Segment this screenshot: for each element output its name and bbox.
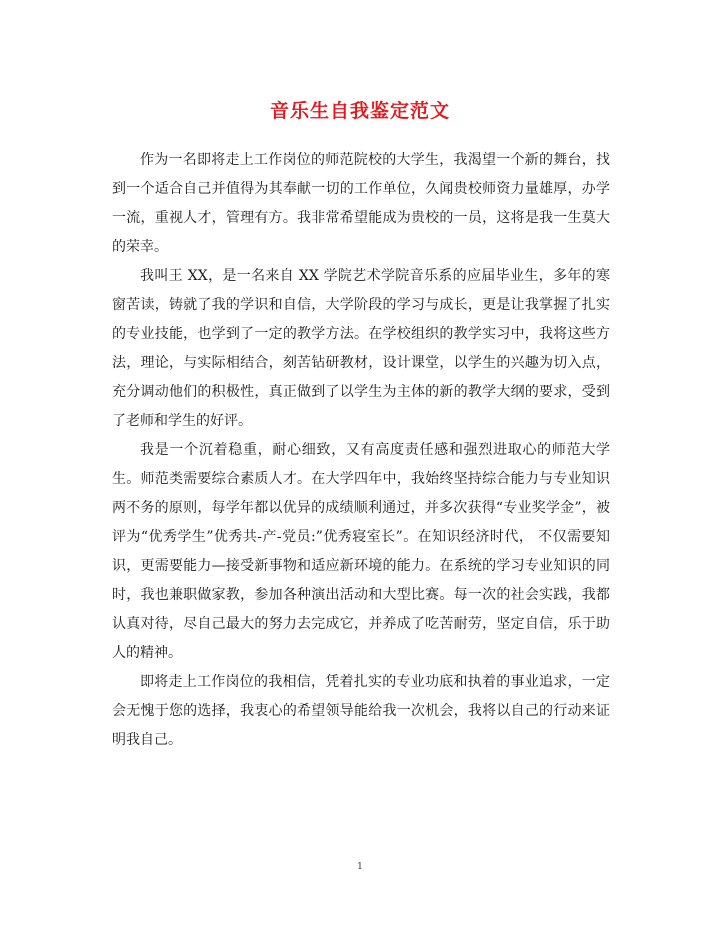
paragraph-character: 我是一个沉着稳重，耐心细致，又有高度责任感和强烈进取心的师范大学生。师范类需要综合素质人才。在大学四年中，我始终坚持综合能力与专业知识两不务的原则，每学年都以优异的成绩顺利通过，并多次获得“专业奖学金”，被评为“优秀学生”优秀共-产-党员:”优秀寝室长”。在知识经济时代， 不仅需要知识，更需要能力—接受新事物和适应新环境的能力。在系统的学习专业知识的同时，我也兼职做家教，参加各种演出活动和大型比赛。每一次的社会实践，我都认真对待，尽自己最大的努力去完成它，并养成了吃苦耐劳，坚定自信，乐于助人的精神。: [112, 442, 610, 661]
paragraph-background: 我叫王 XX，是一名来自 XX 学院艺术学院音乐系的应届毕业生，多年的寒窗苦读，铸就了我的学识和自信，大学阶段的学习与成长，更是让我掌握了扎实的专业技能，也学到了一定的教学方法。在学校组织的教学实习中，我将这些方法，理论，与实际相结合，刻苦钻研教材，设计课堂，以学生的兴趣为切入点，充分调动他们的积极性，真正做到了以学生为主体的新的教学大纲的要求，受到了老师和学生的好评。: [112, 268, 610, 429]
page-number: 1: [357, 862, 363, 872]
document-title: 音乐生自我鉴定范文: [269, 100, 450, 122]
paragraph-closing: 即将走上工作岗位的我相信，凭着扎实的专业功底和执着的事业追求，一定会无愧于您的选择，我衷心的希望领导能给我一次机会，我将以自己的行动来证明我自己。: [112, 674, 610, 748]
document-body: [112, 146, 610, 755]
paragraph-intro: 作为一名即将走上工作岗位的师范院校的大学生，我渴望一个新的舞台，找到一个适合自己并值得为其奉献一切的工作单位，久闻贵校师资力量雄厚，办学一流，重视人才，管理有方。我非常希望能成为贵校的一员，这将是我一生莫大的荣幸。: [112, 152, 610, 255]
